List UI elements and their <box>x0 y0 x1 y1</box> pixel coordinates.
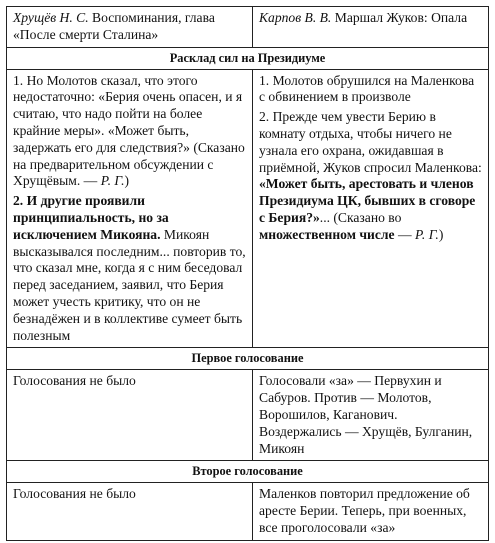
right-source-title: Маршал Жуков: Опала <box>331 10 468 25</box>
text-run: — <box>394 226 415 242</box>
right-source-cell <box>253 7 489 48</box>
paragraph <box>13 486 246 503</box>
paragraph <box>259 373 482 457</box>
text-run: 2. Прежде чем увести Берию в комнату отдыха, чтобы ничего не узнала его охрана, ожидавшая в приёмной, Жуков спросил Маленкова: <box>259 109 482 175</box>
paragraph <box>259 109 482 243</box>
section-content-row <box>7 69 489 348</box>
text-run: Маленков повторил предложение об аресте Берии. Теперь, при военных, все проголосовали «за» <box>259 486 470 535</box>
comparison-document <box>6 6 488 535</box>
comparison-table <box>6 6 489 541</box>
paragraph <box>13 373 246 390</box>
left-cell <box>7 370 253 461</box>
left-cell <box>7 69 253 348</box>
section-header-row <box>7 461 489 483</box>
section-content-row <box>7 483 489 540</box>
text-run: 1. Но Молотов сказал, что этого недостаточно: «Берия очень опасен, и я считаю, что надо пойти на более крайние меры». «Может быть, задержать его для следствия?» (Сказано на предварительном обсуждении с Хрущёвым. — <box>13 72 245 189</box>
left-source-cell <box>7 7 253 48</box>
text-run: 1. Молотов обрушился на Маленкова с обвинением в произволе <box>259 72 475 105</box>
right-author: Карпов В. В. <box>259 10 332 25</box>
text-run: Голосования не было <box>13 373 136 389</box>
text-run: ... (Сказано во <box>319 209 402 225</box>
header-row <box>7 7 489 48</box>
bold-text: «Может быть, арестовать и членов Президиума ЦК, бывших в сговоре с Берия?» <box>259 176 476 225</box>
section-content-row <box>7 370 489 461</box>
paragraph <box>13 193 246 344</box>
text-run: Голосования не было <box>13 486 136 502</box>
italic-text: Р. Г. <box>414 226 439 242</box>
left-source-title: Воспоминания, глава «После смерти Сталина» <box>13 10 215 42</box>
italic-text: Р. Г. <box>100 173 125 189</box>
right-cell <box>253 370 489 461</box>
right-cell <box>253 69 489 348</box>
paragraph <box>259 73 482 107</box>
left-author: Хрущёв Н. С. <box>13 10 89 25</box>
text-run: Голосовали «за» — Первухин и Сабуров. Против — Молотов, Ворошилов, Каганович. Воздержались — Хрущёв, Булганин, Микоян <box>259 373 473 456</box>
paragraph <box>259 486 482 536</box>
section-title: Первое голосование <box>7 348 489 370</box>
bold-text: 2. И другие проявили принципиальность, но за исключением Микояна. <box>13 193 169 242</box>
paragraph <box>13 73 246 191</box>
section-title: Второе голосование <box>7 461 489 483</box>
section-title: Расклад сил на Президиуме <box>7 47 489 69</box>
text-run: Микоян высказывался последним... повторив то, что сказал мне, когда я с ним беседовал перед заседанием, заявил, что Берия может учесть критику, что он не безнадёжен и в коллективе сумеет быть полезным <box>13 226 246 343</box>
left-cell <box>7 483 253 540</box>
right-cell <box>253 483 489 540</box>
text-run: ) <box>124 173 130 189</box>
text-run: ) <box>438 226 444 242</box>
bold-text: множественном числе <box>259 226 395 242</box>
section-header-row <box>7 348 489 370</box>
section-header-row <box>7 47 489 69</box>
